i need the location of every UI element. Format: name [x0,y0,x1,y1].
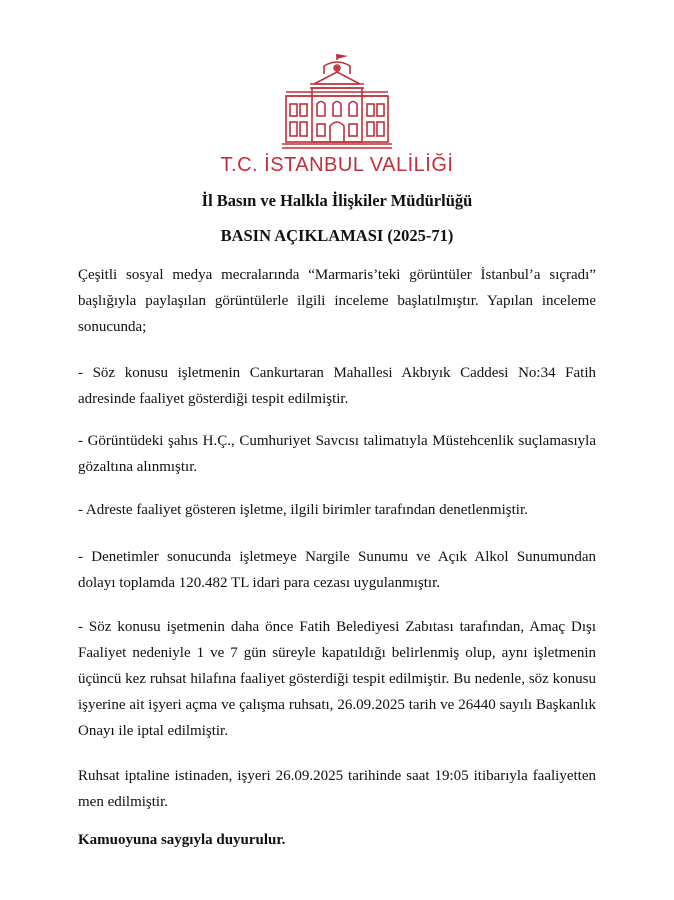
finding-item-4: - Denetimler sonucunda işletmeye Nargile Sunumu ve Açık Alkol Sunumundan dolayı toplamda 120.482 TL idari para cezası uygulanmıştır. [78,549,596,591]
finding-item-1: - Söz konusu işletmenin Cankurtaran Mahallesi Akbıyık Caddesi No:34 Fatih adresinde faaliyet gösterdiği tespit edilmiştir. [78,365,596,407]
finding-item-3: - Adreste faaliyet gösteren işletme, ilgili birimler tarafından denetlenmiştir. [78,502,528,518]
intro-paragraph: Çeşitli sosyal medya mecralarında “Marmaris’teki görüntüler İstanbul’a sıçradı” başlığıyla paylaşılan görüntülerle ilgili inceleme başlatılmıştır. Yapılan inceleme sonucunda; [78,267,596,335]
department-heading: İl Basın ve Halkla İlişkiler Müdürlüğü [201,191,473,210]
governorship-logo [0,52,674,180]
press-release-title: BASIN AÇIKLAMASI (2025-71) [220,226,454,245]
finding-item-2: - Görüntüdeki şahıs H.Ç., Cumhuriyet Savcısı talimatıyla Müstehcenlik suçlamasıyla gözaltına alınmıştır. [78,433,596,475]
closure-paragraph: Ruhsat iptaline istinaden, işyeri 26.09.2025 tarihinde saat 19:05 itibarıyla faaliyetten men edilmiştir. [78,768,596,810]
closing-statement: Kamuoyuna saygıyla duyurulur. [78,832,286,848]
governorship-building-icon [280,52,394,152]
logo-text: T.C. İSTANBUL VALİLİĞİ [220,154,454,176]
finding-item-5: - Söz konusu işetmenin daha önce Fatih Belediyesi Zabıtası tarafından, Amaç Dışı Faaliyet nedeniyle 1 ve 7 gün süreyle kapatıldığı belirlenmiş olup, aynı işletmenin üçüncü kez ruhsat hilafına faaliyet gösterdiği tespit edilmiştir. Bu nedenle, söz konusu işyerine ait işyeri açma ve çalışma ruhsatı, 26.09.2025 tarih ve 26440 sayılı Başkanlık Onayı ile iptal edilmiştir. [78,619,596,739]
